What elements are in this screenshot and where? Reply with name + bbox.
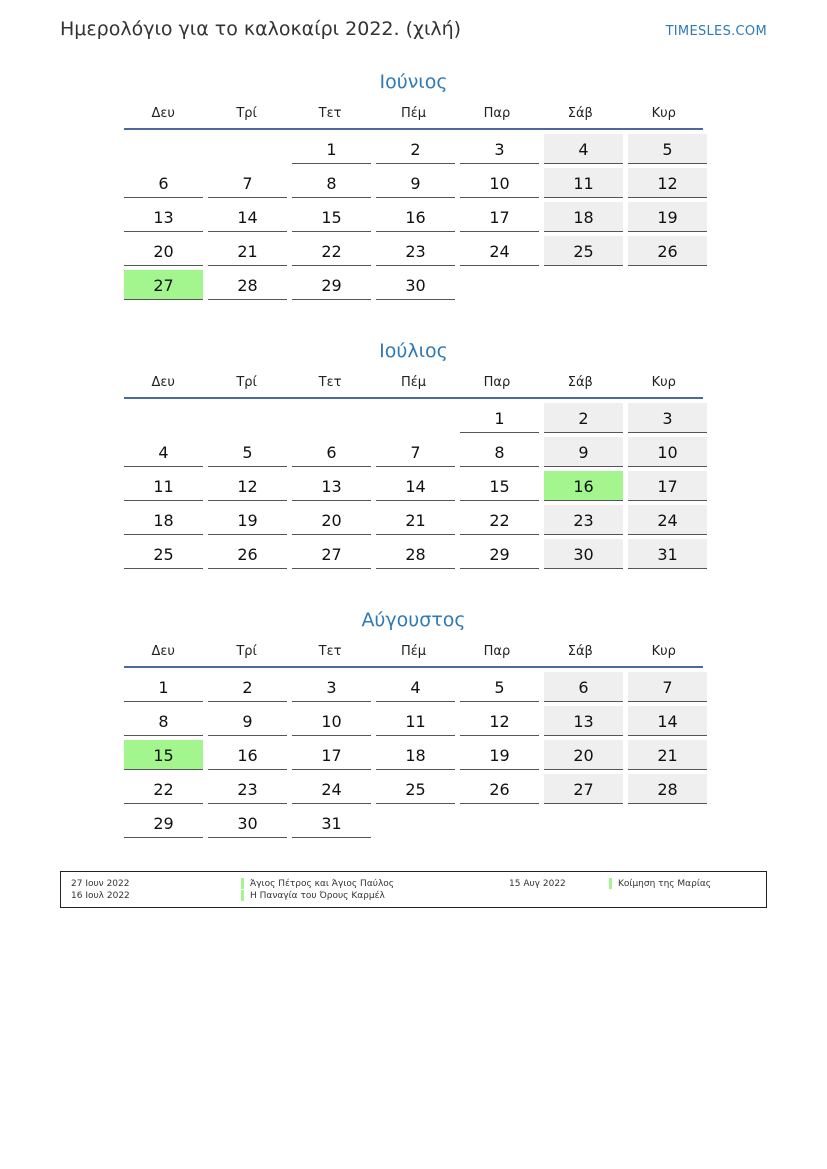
day-cell: 4 — [124, 437, 203, 467]
day-cell: 29 — [124, 808, 203, 838]
day-cell: 23 — [376, 236, 455, 266]
day-grid — [124, 672, 703, 838]
page-title: Ημερολόγιο για το καλοκαίρι 2022. (χιλή) — [60, 18, 462, 40]
weekday-label: Τετ — [318, 644, 342, 659]
day-cell: 20 — [544, 740, 623, 770]
day-cell: 10 — [292, 706, 371, 736]
weekday-label: Δευ — [151, 106, 175, 121]
day-cell: 8 — [124, 706, 203, 736]
empty-cell — [124, 403, 203, 433]
legend-date: 27 Ιουν 2022 — [71, 879, 130, 889]
day-cell: 20 — [124, 236, 203, 266]
month-title: Ιούλιος — [379, 340, 448, 362]
holiday-marker — [241, 878, 244, 889]
day-cell: 22 — [124, 774, 203, 804]
day-cell: 16 — [208, 740, 287, 770]
day-cell: 13 — [124, 202, 203, 232]
day-cell: 6 — [292, 437, 371, 467]
day-cell: 25 — [124, 539, 203, 569]
day-cell: 29 — [292, 270, 371, 300]
day-grid — [124, 403, 703, 569]
weekday-label: Τετ — [318, 375, 342, 390]
day-cell: 13 — [544, 706, 623, 736]
weekday-label: Σάβ — [567, 375, 593, 390]
day-cell: 8 — [460, 437, 539, 467]
day-cell: 14 — [208, 202, 287, 232]
weekday-header — [124, 642, 703, 668]
month-title: Ιούνιος — [379, 71, 448, 93]
day-cell: 26 — [628, 236, 707, 266]
day-cell: 6 — [124, 168, 203, 198]
day-cell: 5 — [208, 437, 287, 467]
empty-cell — [376, 403, 455, 433]
day-cell: 5 — [628, 134, 707, 164]
empty-cell — [124, 134, 203, 164]
day-cell: 10 — [460, 168, 539, 198]
day-cell: 4 — [376, 672, 455, 702]
day-cell: 28 — [628, 774, 707, 804]
day-cell: 22 — [460, 505, 539, 535]
day-cell: 19 — [208, 505, 287, 535]
weekday-label: Δευ — [151, 375, 175, 390]
day-cell: 5 — [460, 672, 539, 702]
empty-cell — [208, 403, 287, 433]
day-cell: 17 — [292, 740, 371, 770]
day-cell: 11 — [124, 471, 203, 501]
weekday-label: Κυρ — [651, 644, 676, 659]
weekday-label: Σάβ — [567, 106, 593, 121]
day-cell: 19 — [628, 202, 707, 232]
weekday-label: Τρί — [236, 644, 257, 659]
day-grid — [124, 134, 703, 300]
weekday-label: Παρ — [483, 644, 511, 659]
day-cell: 27 — [292, 539, 371, 569]
holiday-legend — [60, 871, 767, 908]
holiday-day-cell: 27 — [124, 270, 203, 300]
weekday-label: Τετ — [318, 106, 342, 121]
day-cell: 3 — [460, 134, 539, 164]
day-cell: 4 — [544, 134, 623, 164]
day-cell: 11 — [376, 706, 455, 736]
month-july — [124, 338, 703, 569]
legend-date: 15 Αυγ 2022 — [509, 879, 566, 889]
month-title: Αύγουστος — [361, 609, 466, 631]
day-cell: 21 — [208, 236, 287, 266]
weekday-label: Κυρ — [651, 375, 676, 390]
day-cell: 31 — [292, 808, 371, 838]
day-cell: 10 — [628, 437, 707, 467]
day-cell: 27 — [544, 774, 623, 804]
day-cell: 15 — [460, 471, 539, 501]
day-cell: 14 — [628, 706, 707, 736]
day-cell: 18 — [124, 505, 203, 535]
month-august — [124, 607, 703, 838]
day-cell: 26 — [460, 774, 539, 804]
day-cell: 15 — [292, 202, 371, 232]
holiday-day-cell: 16 — [544, 471, 623, 501]
day-cell: 26 — [208, 539, 287, 569]
day-cell: 16 — [376, 202, 455, 232]
day-cell: 13 — [292, 471, 371, 501]
day-cell: 7 — [628, 672, 707, 702]
day-cell: 9 — [208, 706, 287, 736]
legend-holiday-name: Κοίμηση της Μαρίας — [618, 879, 712, 889]
weekday-label: Σάβ — [567, 644, 593, 659]
day-cell: 30 — [208, 808, 287, 838]
holiday-day-cell: 15 — [124, 740, 203, 770]
weekday-label: Πέμ — [400, 375, 427, 390]
day-cell: 2 — [376, 134, 455, 164]
day-cell: 17 — [460, 202, 539, 232]
day-cell: 17 — [628, 471, 707, 501]
day-cell: 7 — [376, 437, 455, 467]
day-cell: 28 — [376, 539, 455, 569]
day-cell: 3 — [292, 672, 371, 702]
site-link[interactable]: TIMESLES.COM — [665, 24, 767, 39]
day-cell: 9 — [376, 168, 455, 198]
day-cell: 24 — [628, 505, 707, 535]
day-cell: 20 — [292, 505, 371, 535]
day-cell: 14 — [376, 471, 455, 501]
day-cell: 19 — [460, 740, 539, 770]
day-cell: 2 — [544, 403, 623, 433]
day-cell: 12 — [628, 168, 707, 198]
day-cell: 30 — [544, 539, 623, 569]
day-cell: 25 — [376, 774, 455, 804]
day-cell: 1 — [124, 672, 203, 702]
weekday-header — [124, 104, 703, 130]
day-cell: 12 — [460, 706, 539, 736]
weekday-label: Τρί — [236, 106, 257, 121]
legend-date: 16 Ιουλ 2022 — [71, 891, 130, 901]
day-cell: 18 — [544, 202, 623, 232]
empty-cell — [292, 403, 371, 433]
day-cell: 11 — [544, 168, 623, 198]
day-cell: 24 — [460, 236, 539, 266]
day-cell: 21 — [628, 740, 707, 770]
legend-holiday-name: Άγιος Πέτρος και Άγιος Παύλος — [250, 879, 395, 889]
day-cell: 22 — [292, 236, 371, 266]
month-june — [124, 69, 703, 300]
day-cell: 29 — [460, 539, 539, 569]
day-cell: 7 — [208, 168, 287, 198]
day-cell: 12 — [208, 471, 287, 501]
day-cell: 2 — [208, 672, 287, 702]
day-cell: 23 — [208, 774, 287, 804]
day-cell: 18 — [376, 740, 455, 770]
legend-holiday-name: Η Παναγία του Όρους Καρμέλ — [250, 891, 385, 901]
day-cell: 3 — [628, 403, 707, 433]
day-cell: 25 — [544, 236, 623, 266]
day-cell: 23 — [544, 505, 623, 535]
day-cell: 8 — [292, 168, 371, 198]
day-cell: 1 — [460, 403, 539, 433]
empty-cell — [208, 134, 287, 164]
day-cell: 30 — [376, 270, 455, 300]
weekday-label: Πέμ — [400, 106, 427, 121]
holiday-marker — [609, 878, 612, 889]
day-cell: 9 — [544, 437, 623, 467]
weekday-label: Δευ — [151, 644, 175, 659]
weekday-label: Παρ — [483, 375, 511, 390]
weekday-label: Τρί — [236, 375, 257, 390]
holiday-marker — [241, 890, 244, 901]
weekday-label: Κυρ — [651, 106, 676, 121]
day-cell: 31 — [628, 539, 707, 569]
day-cell: 1 — [292, 134, 371, 164]
day-cell: 24 — [292, 774, 371, 804]
day-cell: 6 — [544, 672, 623, 702]
weekday-header — [124, 373, 703, 399]
day-cell: 21 — [376, 505, 455, 535]
weekday-label: Παρ — [483, 106, 511, 121]
day-cell: 28 — [208, 270, 287, 300]
weekday-label: Πέμ — [400, 644, 427, 659]
